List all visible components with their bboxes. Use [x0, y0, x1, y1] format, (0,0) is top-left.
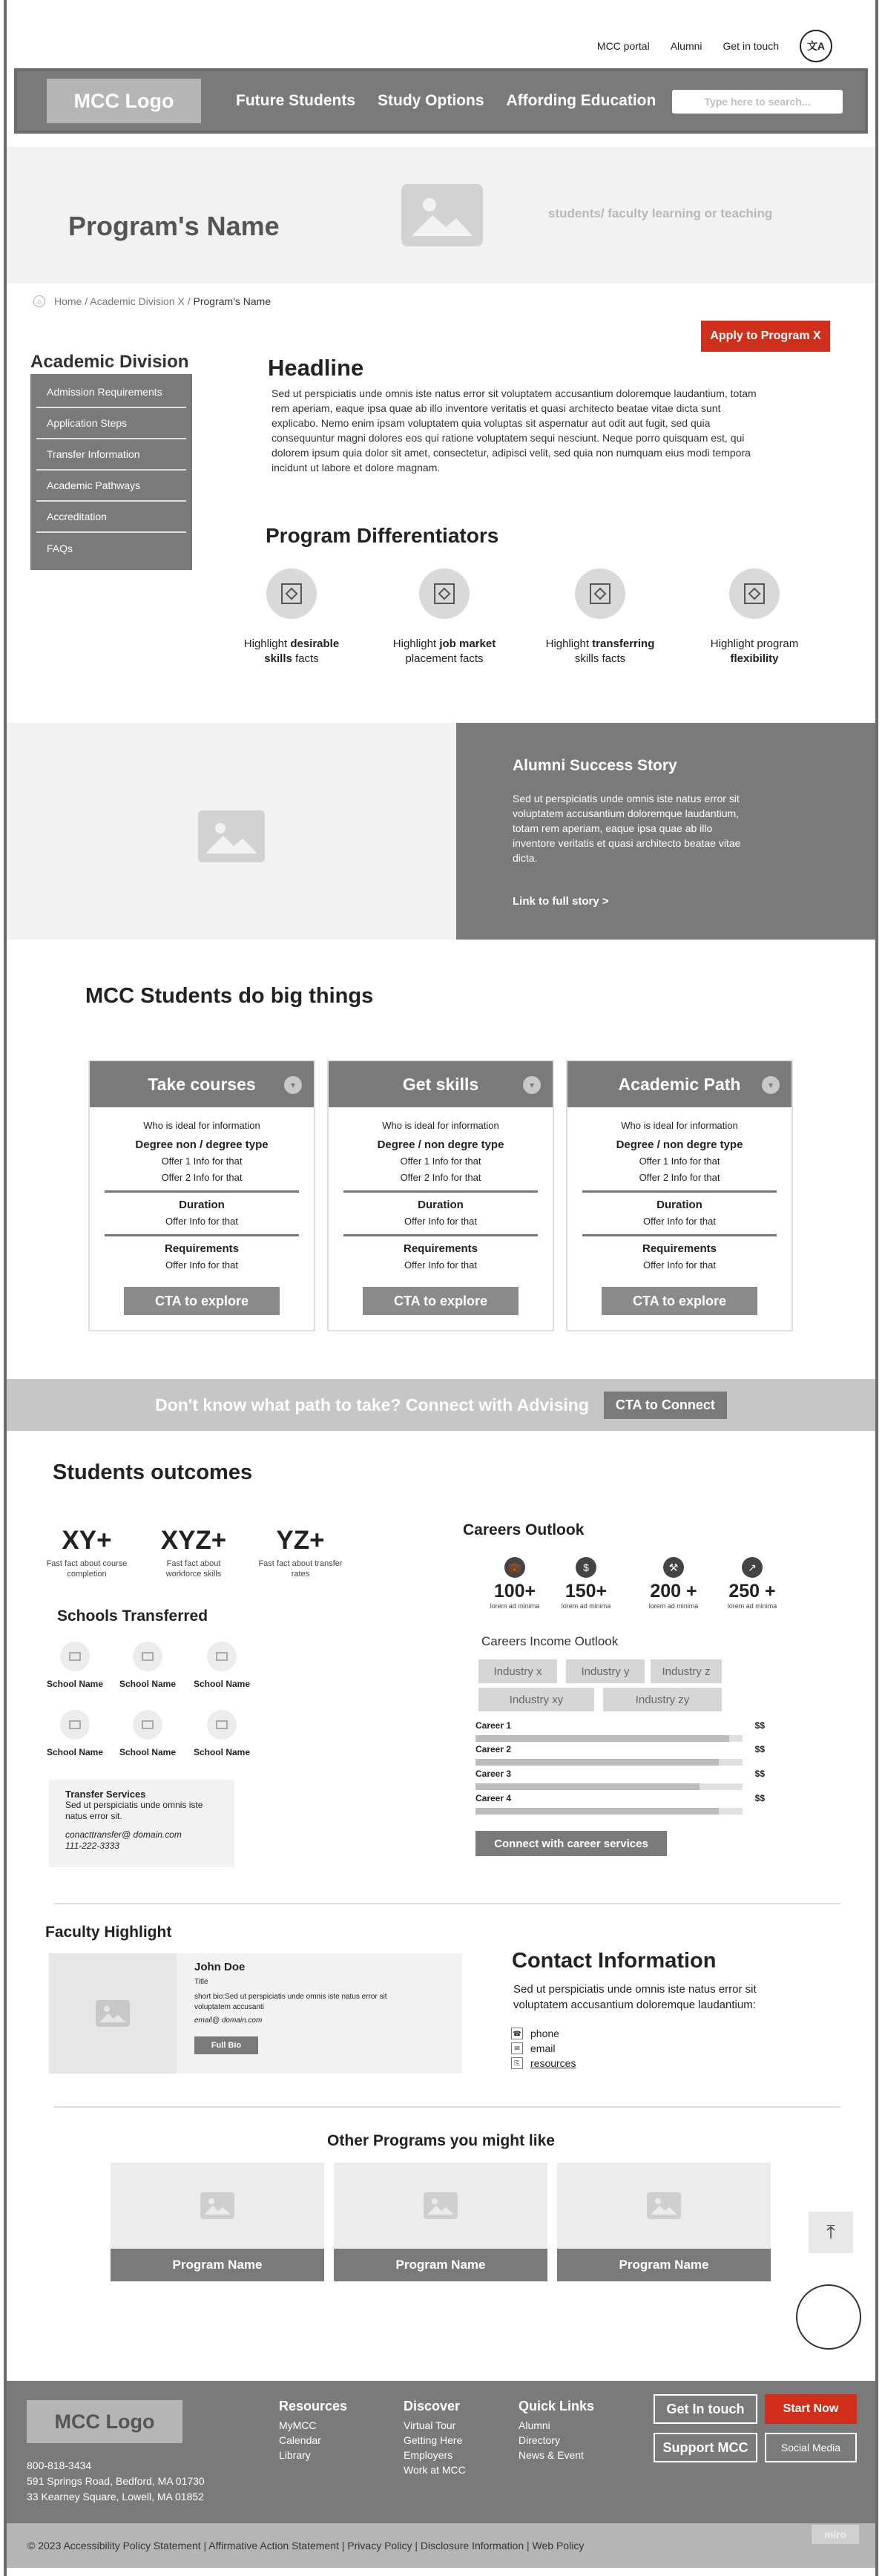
apply-button[interactable]: Apply to Program X: [701, 321, 830, 352]
careers-title: Careers Outlook: [463, 1521, 585, 1538]
page-title: Program's Name: [68, 211, 280, 241]
program-card[interactable]: [334, 2163, 547, 2281]
card-degree: Degree non / degree type: [135, 1138, 269, 1151]
footer-logo[interactable]: MCC Logo: [27, 2400, 182, 2443]
footer-link[interactable]: MyMCC: [279, 2419, 317, 2431]
career-stat: $ 150+ lorem ad minima: [553, 1557, 619, 1610]
chat-widget[interactable]: [796, 2284, 861, 2350]
footer-link[interactable]: News & Event: [519, 2449, 584, 2461]
card-offer: Offer 1 Info for that: [400, 1156, 481, 1167]
school-item[interactable]: School Name: [111, 1642, 185, 1689]
main-nav: [14, 68, 868, 134]
school-item[interactable]: School Name: [111, 1710, 185, 1757]
page-frame: [4, 0, 878, 2576]
school-item[interactable]: School Name: [185, 1642, 259, 1689]
school-logo-icon: [60, 1642, 90, 1671]
income-title: Careers Income Outlook: [481, 1634, 619, 1648]
outcomes-title: Students outcomes: [53, 1461, 253, 1484]
footer-link[interactable]: Calendar: [279, 2434, 321, 2446]
hero-banner: [7, 147, 875, 284]
support-button[interactable]: Support MCC: [654, 2433, 757, 2462]
program-card[interactable]: [111, 2163, 324, 2281]
card-title: Get skills: [402, 1074, 479, 1094]
career-income-bar: Career 3 $$: [475, 1769, 765, 1790]
career-stat: ⚒ 200 + lorem ad minima: [640, 1557, 707, 1610]
card-duration: Duration: [418, 1199, 464, 1211]
image-placeholder-icon: [96, 2000, 130, 2027]
card-offer: Offer 1 Info for that: [161, 1156, 243, 1167]
card-duration-info: Offer Info for that: [165, 1216, 239, 1227]
worker-icon: ⚒: [663, 1557, 684, 1578]
differentiators-title: Program Differentiators: [266, 524, 499, 547]
image-placeholder-icon: [424, 2192, 458, 2219]
chevron-down-icon[interactable]: ▾: [523, 1076, 541, 1094]
footer-address-line: 591 Springs Road, Bedford, MA 01730: [27, 2475, 205, 2487]
divider: [54, 2106, 840, 2108]
program-name: Program Name: [557, 2249, 771, 2281]
industry-chip[interactable]: Industry z: [651, 1659, 722, 1683]
diamond-icon: [419, 568, 470, 619]
intro-text: Sed ut perspiciatis unde omnis iste natus error sit voluptatem accusantium doloremque laudantium, totam rem aperiam, eaque ipsa quae ab illo inventore veritatis et quasi architecto beatae vitae dicta sunt explicabo. Nemo enim ipsam voluptatem quia voluptas sit aspernatur aut odit aut fugit, sed quia consequuntur magni dolores eos qui ratione voluptatem sequi nesciunt. Neque porro quisquam est, qui dolorem ipsum quia dolor sit amet, consectetur, adipisci velit, sed quia non numquam eius modi tempora incidunt ut labore et dolore magnam.: [271, 387, 757, 473]
hero-image-note: students/ faculty learning or teaching: [548, 206, 773, 220]
faculty-role: Title: [194, 1978, 208, 1986]
sidebar-item-pathways[interactable]: Academic Pathways: [36, 471, 186, 502]
outcome-stat: XYZ+ Fast fact about workforce skills: [160, 1526, 227, 1579]
translate-icon[interactable]: 文A: [800, 30, 832, 62]
footer-address: [27, 2458, 205, 2505]
footer-link[interactable]: Directory: [519, 2434, 561, 2446]
advising-text: Don't know what path to take? Connect with Advising: [155, 1394, 589, 1415]
industry-chip[interactable]: Industry xy: [478, 1688, 594, 1711]
mcc-portal-link[interactable]: MCC portal: [596, 40, 650, 52]
outcome-stat: YZ+ Fast fact about transfer rates: [258, 1526, 343, 1579]
diamond-icon: [575, 568, 625, 619]
program-name: Program Name: [111, 2249, 324, 2281]
start-now-button[interactable]: Start Now: [765, 2394, 857, 2424]
card-duration-info: Offer Info for that: [642, 1216, 717, 1227]
image-placeholder-icon: [647, 2192, 681, 2219]
transfer-title: Transfer Services: [65, 1789, 146, 1800]
option-card: [88, 1060, 315, 1331]
nav-future-students[interactable]: Future Students: [236, 92, 355, 109]
footer-link[interactable]: Alumni: [519, 2419, 550, 2431]
sidebar-item-admission[interactable]: Admission Requirements: [36, 377, 186, 408]
card-offer: Offer 2 Info for that: [161, 1172, 243, 1183]
school-item[interactable]: School Name: [38, 1642, 112, 1689]
transfer-phone[interactable]: 111-222-3333: [65, 1841, 119, 1851]
school-logo-icon: [133, 1642, 162, 1671]
divider: [54, 1903, 840, 1904]
faculty-bio: short bio:Sed ut perspiciatis unde omnis iste natus error sit voluptatem accusanti: [194, 1993, 387, 2011]
legal-bar[interactable]: © 2023 Accessibility Policy Statement | Affirmative Action Statement | Privacy Policy | Disclosure Information | Web Policy: [7, 2523, 875, 2568]
footer-link[interactable]: Work at MCC: [404, 2464, 466, 2476]
full-bio-button[interactable]: Full Bio: [194, 2036, 258, 2054]
career-services-button[interactable]: Connect with career services: [475, 1831, 667, 1856]
faculty-email[interactable]: email@ domain.com: [194, 2016, 263, 2025]
headline: Headline: [268, 355, 364, 381]
card-degree: Degree / non degre type: [616, 1138, 743, 1151]
transfer-services-box: [49, 1780, 234, 1867]
section-title: MCC Students do big things: [85, 984, 374, 1008]
get-in-touch-button[interactable]: Get In touch: [654, 2394, 757, 2424]
explore-button[interactable]: CTA to explore: [363, 1287, 519, 1315]
footer-link[interactable]: Employers: [404, 2449, 453, 2461]
career-income-bar: Career 2 $$: [475, 1744, 765, 1766]
contact-title: Contact Information: [512, 1949, 717, 1973]
footer: [7, 2381, 875, 2523]
transfer-email[interactable]: conacttransfer@ domain.com: [65, 1829, 182, 1840]
option-card: [566, 1060, 793, 1331]
dollar-icon: $: [576, 1557, 596, 1578]
chevron-down-icon[interactable]: ▾: [284, 1076, 302, 1094]
outcome-stat: XY+ Fast fact about course completion: [46, 1526, 128, 1579]
career-income-bar: Career 1 $$: [475, 1720, 765, 1742]
alumni-panel: [456, 723, 875, 940]
card-ideal: Who is ideal for information: [621, 1120, 738, 1131]
sidebar-item-accreditation[interactable]: Accreditation: [36, 502, 186, 533]
card-requirements-info: Offer Info for that: [642, 1259, 717, 1271]
school-item[interactable]: School Name: [185, 1710, 259, 1757]
nav-study-options[interactable]: Study Options: [378, 92, 484, 109]
footer-address-line: 33 Kearney Square, Lowell, MA 01852: [27, 2491, 204, 2503]
image-placeholder-icon: [200, 2192, 234, 2219]
sidebar-item-faqs[interactable]: FAQs: [47, 543, 73, 554]
phone-icon: ☎: [511, 2028, 523, 2039]
card-requirements: Requirements: [164, 1242, 240, 1255]
transfer-text: Sed ut perspiciatis unde omnis iste natus error sit.: [65, 1800, 203, 1821]
footer-resources: Resources MyMCC Calendar Library: [279, 2399, 348, 2461]
sidebar-title: Academic Division: [30, 352, 189, 372]
connect-button[interactable]: CTA to Connect: [604, 1392, 727, 1419]
chevron-down-icon[interactable]: ▾: [762, 1076, 780, 1094]
card-title: Take courses: [148, 1074, 256, 1094]
full-story-link[interactable]: Link to full story >: [513, 895, 609, 908]
footer-phone[interactable]: 800-818-3434: [27, 2459, 92, 2471]
breadcrumb-current: Program's Name: [193, 295, 271, 307]
footer-link[interactable]: Virtual Tour: [404, 2419, 456, 2431]
card-ideal: Who is ideal for information: [382, 1120, 499, 1131]
contact-email[interactable]: ✉ email: [511, 2042, 555, 2054]
career-stat: ↗ 250 + lorem ad minima: [719, 1557, 786, 1610]
alumni-title: Alumni Success Story: [513, 757, 677, 774]
school-logo-icon: [133, 1710, 162, 1740]
watermark: miro: [812, 2525, 859, 2544]
link-icon: ⎘: [511, 2057, 523, 2069]
briefcase-icon: 💼: [504, 1557, 525, 1578]
sidebar-item-transfer[interactable]: Transfer Information: [36, 439, 186, 471]
career-income-bar: Career 4 $$: [475, 1793, 765, 1815]
advising-banner: [7, 1379, 875, 1431]
card-requirements: Requirements: [642, 1242, 717, 1255]
alumni-image: [7, 723, 456, 940]
nav-affording-education[interactable]: Affording Education: [506, 92, 656, 109]
image-placeholder-icon: [198, 810, 265, 862]
program-card[interactable]: [557, 2163, 771, 2281]
faculty-title: Faculty Highlight: [45, 1924, 172, 1941]
faculty-photo: [49, 1953, 177, 2074]
industry-chip[interactable]: Industry x: [478, 1659, 557, 1683]
school-item[interactable]: School Name: [38, 1710, 112, 1757]
social-media-button[interactable]: Social Media: [765, 2433, 857, 2462]
back-to-top-icon[interactable]: ⤒: [809, 2212, 853, 2253]
search-input[interactable]: Type here to search...: [672, 90, 843, 114]
alumni-link[interactable]: Alumni: [670, 40, 702, 52]
differentiator-text: Highlight transferring skills facts: [545, 638, 655, 665]
option-card: [327, 1060, 554, 1331]
card-ideal: Who is ideal for information: [143, 1120, 260, 1131]
industry-chip[interactable]: Industry zy: [603, 1688, 722, 1711]
contact-resources[interactable]: ⎘ resources: [511, 2057, 576, 2069]
footer-link[interactable]: Getting Here: [404, 2434, 463, 2446]
sidebar-menu: [30, 374, 192, 570]
card-degree: Degree / non degre type: [377, 1138, 504, 1151]
alumni-text: Sed ut perspiciatis unde omnis iste natus error sit voluptatem accusantium doloremque laudantium, totam rem aperiam, eaque ipsa quae ab illo inventore veritatis et quasi architecto beatae vitae dicta.: [513, 793, 741, 864]
explore-button[interactable]: CTA to explore: [124, 1287, 280, 1315]
career-stat: 💼 100+ lorem ad minima: [481, 1557, 548, 1610]
other-programs-title: Other Programs you might like: [327, 2132, 555, 2149]
image-placeholder-icon: [401, 184, 483, 246]
faculty-card: [49, 1953, 462, 2074]
site-logo[interactable]: MCC Logo: [47, 79, 201, 123]
home-icon[interactable]: ⌂: [33, 295, 45, 307]
footer-link[interactable]: Library: [279, 2449, 311, 2461]
schools-title: Schools Transferred: [57, 1607, 208, 1625]
card-duration: Duration: [656, 1199, 702, 1211]
differentiator-text: Highlight program flexibility: [710, 638, 799, 665]
get-in-touch-link[interactable]: Get in touch: [723, 40, 779, 52]
explore-button[interactable]: CTA to explore: [602, 1287, 757, 1315]
utility-links: [597, 30, 832, 62]
email-icon: ✉: [511, 2042, 523, 2054]
card-offer: Offer 2 Info for that: [400, 1172, 481, 1183]
card-offer: Offer 2 Info for that: [639, 1172, 720, 1183]
card-title: Academic Path: [618, 1074, 741, 1094]
differentiator-text: Highlight desirable skills facts: [243, 638, 340, 665]
contact-text: Sed ut perspiciatis unde omnis iste natus error sit voluptatem accusantium doloremque laudantium:: [513, 1983, 757, 2011]
card-requirements-info: Offer Info for that: [404, 1259, 478, 1271]
card-requirements: Requirements: [403, 1242, 478, 1255]
diamond-icon: [266, 568, 317, 619]
footer-quick-links: Quick Links Alumni Directory News & Event: [519, 2399, 595, 2461]
diamond-icon: [729, 568, 780, 619]
breadcrumb-path[interactable]: Home / Academic Division X /: [54, 295, 194, 307]
school-logo-icon: [207, 1642, 237, 1671]
program-name: Program Name: [334, 2249, 547, 2281]
contact-phone[interactable]: ☎ phone: [511, 2028, 559, 2039]
industry-chip[interactable]: Industry y: [566, 1659, 645, 1683]
card-requirements-info: Offer Info for that: [165, 1259, 239, 1271]
breadcrumb: [33, 295, 271, 307]
footer-discover: Discover Virtual Tour Getting Here Employers Work at MCC: [404, 2399, 466, 2476]
differentiator-text: Highlight job market placement facts: [392, 638, 496, 665]
sidebar-item-application[interactable]: Application Steps: [36, 408, 186, 439]
card-duration-info: Offer Info for that: [404, 1216, 478, 1227]
school-logo-icon: [60, 1710, 90, 1740]
faculty-name: John Doe: [194, 1961, 246, 1973]
card-offer: Offer 1 Info for that: [639, 1156, 720, 1167]
school-logo-icon: [207, 1710, 237, 1740]
card-duration: Duration: [179, 1199, 225, 1211]
trend-up-icon: ↗: [742, 1557, 763, 1578]
